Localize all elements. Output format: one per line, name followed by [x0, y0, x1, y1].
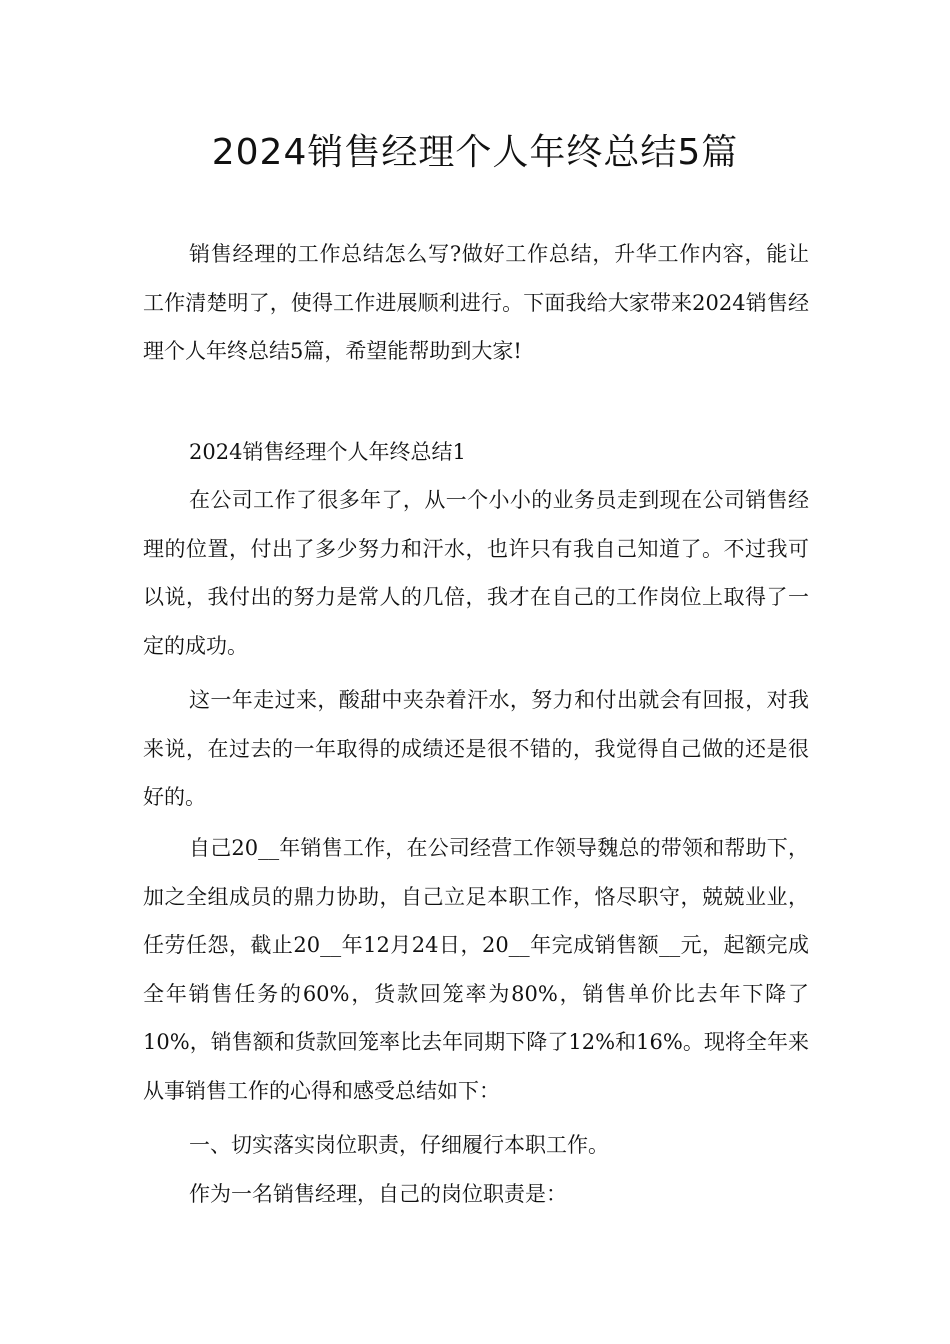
section-subheading: 2024销售经理个人年终总结1 [189, 440, 466, 464]
body-paragraph-1: 在公司工作了很多年了，从一个小小的业务员走到现在公司销售经理的位置，付出了多少努力和汗水，也许只有我自己知道了。不过我可以说，我付出的努力是常人的几倍，我才在自己的工作岗位上取得了一定的成功。 [143, 488, 809, 658]
section-heading-1: 一、切实落实岗位职责，仔细履行本职工作。 [189, 1133, 609, 1157]
intro-paragraph: 销售经理的工作总结怎么写?做好工作总结，升华工作内容，能让工作清楚明了，使得工作进展顺利进行。下面我给大家带来2024销售经理个人年终总结5篇，希望能帮助到大家! [143, 242, 809, 363]
body-paragraph-3: 自己20__年销售工作，在公司经营工作领导魏总的带领和帮助下，加之全组成员的鼎力协助，自己立足本职工作，恪尽职守，兢兢业业，任劳任怨，截止20__年12月24日，20__年完成销售额__元，起额完成全年销售任务的60%，货款回笼率为80%，销售单价比去年下降了10%，销售额和货款回笼率比去年同期下降了12%和16%。现将全年来从事销售工作的心得和感受总结如下： [143, 836, 809, 1103]
body-paragraph-2: 这一年走过来，酸甜中夹杂着汗水，努力和付出就会有回报，对我来说，在过去的一年取得的成绩还是很不错的，我觉得自己做的还是很好的。 [143, 688, 809, 809]
document-title: 2024销售经理个人年终总结5篇 [211, 132, 739, 173]
body-paragraph-4: 作为一名销售经理，自己的岗位职责是： [189, 1182, 567, 1206]
